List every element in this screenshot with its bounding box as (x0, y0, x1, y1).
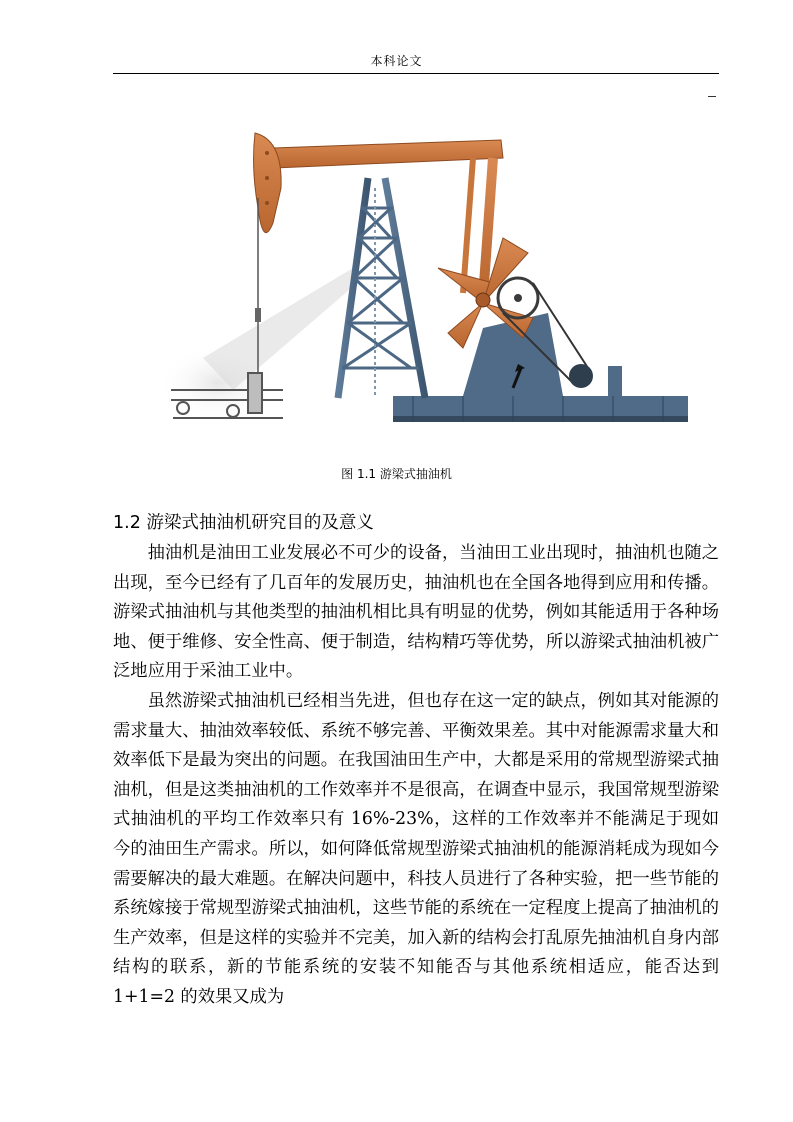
page-header-title: 本科论文 (370, 54, 423, 68)
stray-mark (708, 96, 716, 97)
header-rule (113, 73, 719, 74)
pumpjack-illustration (163, 128, 693, 428)
figure-caption: 图 1.1 游梁式抽油机 (341, 467, 452, 481)
paragraph: 虽然游梁式抽油机已经相当先进，但也存在这一定的缺点，例如其对能源的需求量大、抽油效率较低、系统不够完善、平衡效果差。其中对能源需求量大和效率低下是最为突出的问题。在我国油田生产中，大都是采用的常规型游梁式抽油机，但是这类抽油机的工作效率并不是很高，在调查中显示，我国常规型游梁式抽油机的平均工作效率只有 16%-23%，这样的工作效率并不能满足于现如今的油田生产需求。所以，如何降低常规型游梁式抽油机的能源消耗成为现如今需要解决的最大难题。在解决问题中，科技人员进行了各种实验，把一些节能的系统嫁接于常规型游梁式抽油机，这些节能的系统在一定程度上提高了抽油机的生产效率，但是这样的实验并不完美，加入新的结构会打乱原先抽油机自身内部结构的联系，新的节能系统的安装不知能否与其他系统相适应，能否达到 1+1=2 的效果又成为 (113, 690, 719, 1007)
samson-post (338, 178, 425, 398)
motor (569, 364, 593, 388)
paragraph: 抽油机是油田工业发展必不可少的设备，当油田工业出现时，抽油机也随之出现，至今已经有了几百年的发展历史，抽油机也在全国各地得到应用和传播。游梁式抽油机与其他类型的抽油机相比具有明显的优势，例如其能适用于各种场地、便于维修、安全性高、便于制造，结构精巧等优势，所以游梁式抽油机被广泛地应用于采油工业中。 (113, 543, 719, 682)
walking-beam (273, 140, 503, 168)
base-skid (393, 396, 688, 416)
section-heading: 1.2 游梁式抽油机研究目的及意义 (113, 513, 374, 533)
body-text (113, 539, 719, 1013)
